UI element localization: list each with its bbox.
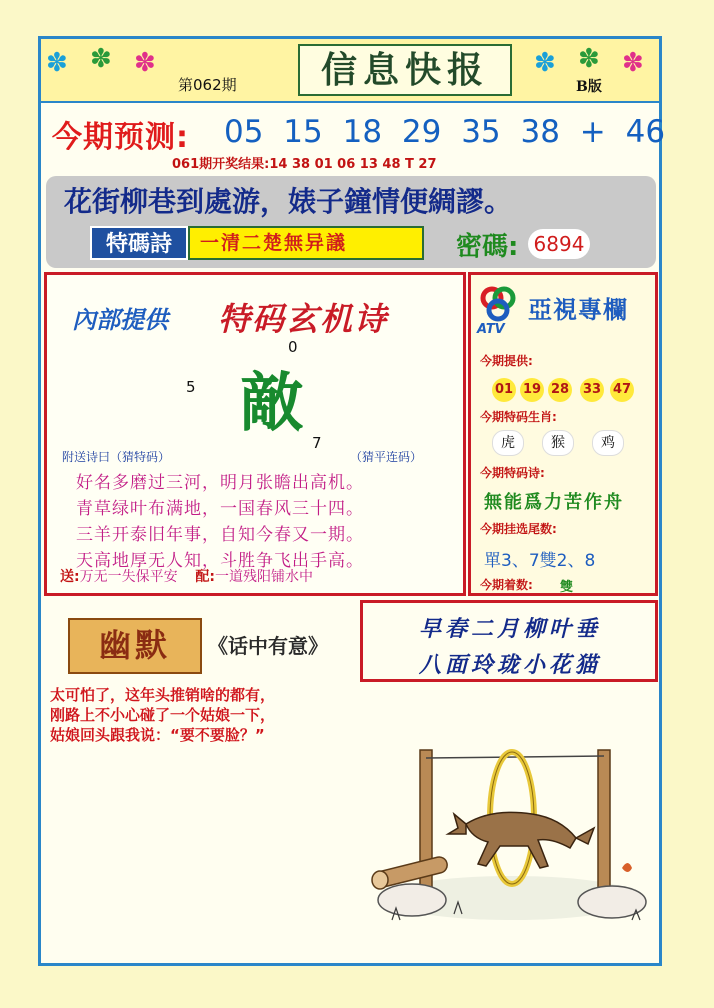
tail-label: 今期挂选尾数:	[480, 522, 557, 536]
joke-line: 姑娘回头跟我说：“要不要脸？”	[50, 726, 265, 744]
zodiac-label: 今期特码生肖:	[480, 410, 557, 424]
watch-label: 今期着数:	[480, 578, 533, 592]
number-ball: 28	[548, 378, 572, 402]
flower-icon: ✽	[578, 44, 600, 74]
last-result: 061期开奖结果:14 38 01 06 13 48 T 27	[172, 157, 437, 172]
main-verse: 花街柳巷到處游，婊子鐘情便綢謬。	[64, 185, 513, 218]
poem-line: 天高地厚无人知，斗胜争飞出手高。	[76, 551, 364, 571]
number-ball: 01	[492, 378, 516, 402]
tail-numbers: 單3、7雙2、8	[484, 551, 596, 571]
edition-label: B版	[576, 79, 602, 95]
atv-title: 亞視專欄	[528, 295, 628, 324]
prediction-label: 今期预测:	[52, 120, 189, 155]
joke-logo: 幽默	[68, 618, 202, 674]
zodiac-item: 鸡	[592, 430, 624, 456]
joke-line: 刚路上不小心碰了一个姑娘一下，	[50, 706, 276, 724]
send-text: 万无一失保平安	[79, 569, 178, 585]
atv-poem: 無能爲力苦作舟	[484, 492, 624, 513]
pair-text: 一道残阳铺水中	[215, 569, 314, 585]
poem-line: 好名多磨过三河，明月张瞻出高机。	[76, 473, 364, 493]
flower-icon: ✽	[90, 44, 112, 74]
send-line	[60, 566, 313, 586]
number-ball: 19	[520, 378, 544, 402]
picture-line-1: 早春二月柳叶垂	[418, 616, 601, 642]
poem-line: 三羊开泰旧年事，自知今春又一期。	[76, 525, 364, 545]
provide-label: 今期提供:	[480, 354, 533, 368]
flower-icon: ✽	[46, 48, 68, 78]
code-label: 密碼:	[456, 232, 519, 262]
atv-logo-icon	[478, 284, 518, 324]
flower-icon: ✽	[622, 48, 644, 78]
num-bottom: 7	[312, 434, 322, 452]
num-top: 0	[288, 338, 298, 356]
caption-left: 附送诗曰（猜特码）	[62, 450, 171, 464]
prediction-numbers: 05 15 18 29 35 38 + 46	[224, 114, 666, 150]
send-label: 送:	[60, 569, 80, 585]
joke-line: 太可怕了，这年头推销啥的都有，	[50, 686, 276, 704]
joke-subtitle: 《话中有意》	[208, 634, 328, 658]
dog-hoop-illustration	[362, 688, 658, 938]
number-ball: 33	[580, 378, 604, 402]
flower-icon: ✽	[134, 48, 156, 78]
pair-label: 配:	[195, 569, 216, 585]
issue-number: 第062期	[178, 76, 237, 94]
watch-value: 雙	[560, 580, 574, 595]
poem-line: 青草绿叶布满地，一国春风三十四。	[76, 499, 364, 519]
zodiac-item: 猴	[542, 430, 574, 456]
inside-label: 內部提供	[72, 306, 168, 334]
zodiac-item: 虎	[492, 430, 524, 456]
riddle-character: 敵	[240, 366, 304, 441]
picture-line-2: 八面玲珑小花猫	[418, 652, 601, 678]
mystic-title: 特码玄机诗	[218, 300, 389, 338]
atv-logo-text: ATV	[477, 322, 505, 337]
num-left: 5	[186, 378, 196, 396]
special-poem-label: 特碼詩	[90, 226, 188, 260]
number-ball: 47	[610, 378, 634, 402]
code-value: 6894	[528, 229, 590, 259]
special-poem-text: 一清二楚無异議	[188, 226, 424, 260]
caption-right: （猜平连码）	[350, 450, 423, 464]
flower-icon: ✽	[534, 48, 556, 78]
poem-label: 今期特码诗:	[480, 466, 545, 480]
page-title: 信息快报	[298, 44, 512, 96]
